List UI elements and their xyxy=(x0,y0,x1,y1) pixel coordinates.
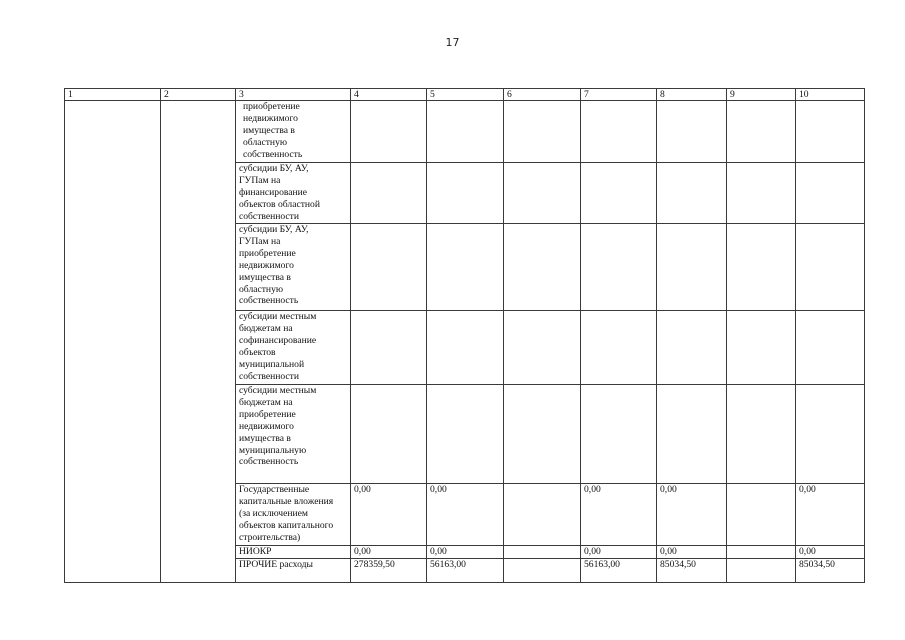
header-cell: 1 xyxy=(65,89,161,101)
value-cell xyxy=(351,385,427,484)
value-cell xyxy=(427,163,504,224)
row-description: НИОКР xyxy=(236,546,351,559)
value-cell xyxy=(581,311,657,385)
value-cell xyxy=(727,484,796,546)
budget-table xyxy=(64,88,865,583)
value-cell xyxy=(427,311,504,385)
row-description: субсидии местным бюджетам на приобретение недвижимого имущества в муниципальную собственность xyxy=(236,385,351,484)
value-cell xyxy=(657,101,727,163)
value-cell xyxy=(504,311,581,385)
value-cell xyxy=(504,546,581,559)
page-number: 17 xyxy=(445,36,460,49)
header-cell: 3 xyxy=(236,89,351,101)
value-cell xyxy=(727,385,796,484)
value-cell xyxy=(796,101,865,163)
value-cell xyxy=(504,101,581,163)
value-cell: 0,00 xyxy=(427,484,504,546)
row-description: Государственные капитальные вложения (за исключением объектов капитального строительства) xyxy=(236,484,351,546)
value-cell: 0,00 xyxy=(351,484,427,546)
value-cell xyxy=(351,101,427,163)
value-cell xyxy=(657,163,727,224)
value-cell xyxy=(657,311,727,385)
value-cell: 0,00 xyxy=(427,546,504,559)
value-cell xyxy=(504,385,581,484)
value-cell: 56163,00 xyxy=(581,558,657,582)
merged-cell-col2 xyxy=(161,101,236,583)
value-cell xyxy=(727,558,796,582)
header-cell: 6 xyxy=(504,89,581,101)
header-cell: 8 xyxy=(657,89,727,101)
value-cell: 0,00 xyxy=(351,546,427,559)
value-cell xyxy=(796,385,865,484)
value-cell xyxy=(581,163,657,224)
value-cell: 0,00 xyxy=(796,484,865,546)
value-cell xyxy=(351,224,427,311)
value-cell xyxy=(504,484,581,546)
value-cell xyxy=(727,101,796,163)
header-cell: 2 xyxy=(161,89,236,101)
merged-cell-col1 xyxy=(65,101,161,583)
value-cell xyxy=(504,163,581,224)
header-cell: 10 xyxy=(796,89,865,101)
value-cell: 0,00 xyxy=(657,546,727,559)
value-cell xyxy=(504,558,581,582)
value-cell xyxy=(581,101,657,163)
value-cell xyxy=(504,224,581,311)
value-cell xyxy=(727,163,796,224)
value-cell xyxy=(427,224,504,311)
value-cell xyxy=(727,311,796,385)
value-cell xyxy=(727,224,796,311)
value-cell: 85034,50 xyxy=(657,558,727,582)
value-cell xyxy=(727,546,796,559)
table-row xyxy=(65,101,865,163)
value-cell: 0,00 xyxy=(796,546,865,559)
value-cell xyxy=(427,101,504,163)
value-cell xyxy=(351,163,427,224)
value-cell xyxy=(581,224,657,311)
value-cell xyxy=(796,163,865,224)
value-cell xyxy=(657,385,727,484)
value-cell: 0,00 xyxy=(657,484,727,546)
row-description: субсидии местным бюджетам на софинансирование объектов муниципальной собственности xyxy=(236,311,351,385)
value-cell: 278359,50 xyxy=(351,558,427,582)
header-cell: 5 xyxy=(427,89,504,101)
value-cell xyxy=(427,385,504,484)
value-cell: 56163,00 xyxy=(427,558,504,582)
row-description: ПРОЧИЕ расходы xyxy=(236,558,351,582)
value-cell: 85034,50 xyxy=(796,558,865,582)
row-description: приобретение недвижимого имущества в областную собственность xyxy=(236,101,351,163)
value-cell: 0,00 xyxy=(581,484,657,546)
value-cell xyxy=(657,224,727,311)
value-cell xyxy=(796,311,865,385)
row-description: субсидии БУ, АУ, ГУПам на финансирование объектов областной собственности xyxy=(236,163,351,224)
value-cell xyxy=(581,385,657,484)
header-row xyxy=(65,89,865,101)
row-description: субсидии БУ, АУ, ГУПам на приобретение недвижимого имущества в областную собственность xyxy=(236,224,351,311)
header-cell: 4 xyxy=(351,89,427,101)
value-cell xyxy=(351,311,427,385)
header-cell: 7 xyxy=(581,89,657,101)
value-cell xyxy=(796,224,865,311)
value-cell: 0,00 xyxy=(581,546,657,559)
header-cell: 9 xyxy=(727,89,796,101)
